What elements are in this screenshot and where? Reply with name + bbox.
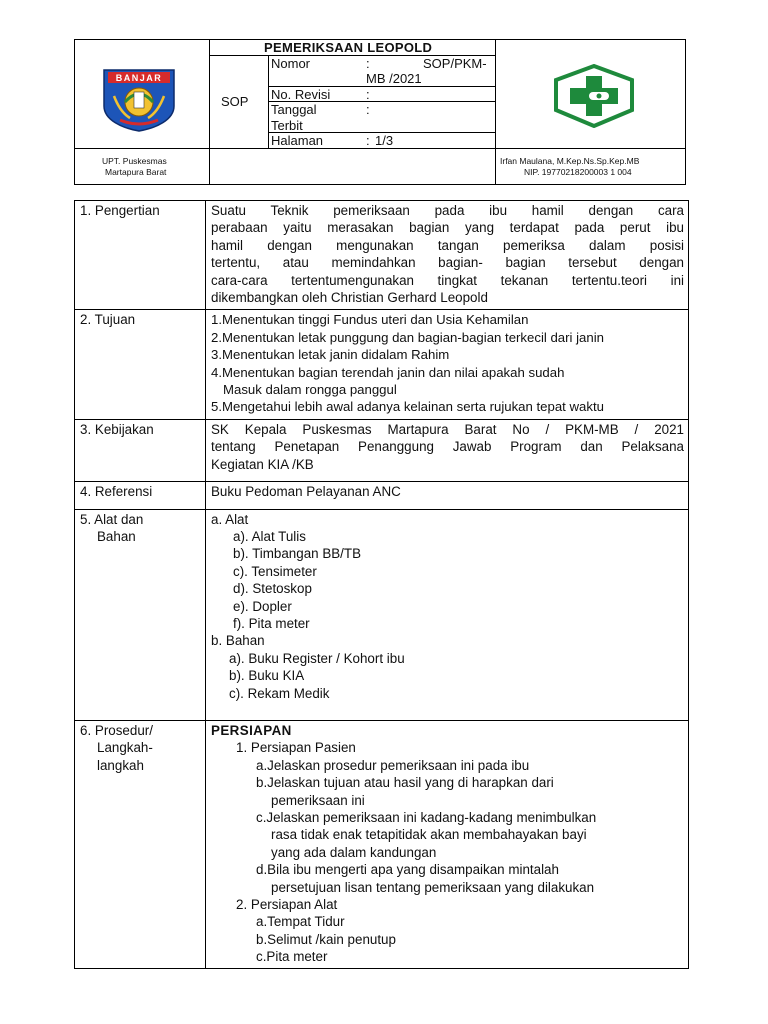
field-revisi-label: No. Revisi	[271, 87, 331, 102]
content-tujuan	[206, 310, 689, 419]
pengertian-line: cara-cara tertentumengunakan tingkat tekanan tertentu.teori ini	[211, 272, 684, 288]
row-kebijakan	[75, 419, 689, 481]
kebijakan-line: tentang Penetapan Penanggung Jawab Program dan Pelaksana	[211, 439, 684, 455]
label-alat-bahan-line-2: Bahan	[97, 528, 136, 544]
alat-item: b). Timbangan BB/TB	[233, 546, 362, 562]
prosedur-substep-continuation: persetujuan lisan tentang pemeriksaan yang dilakukan	[271, 879, 595, 895]
field-halaman-label: Halaman	[271, 133, 324, 148]
prosedur-substep-continuation: rasa tidak enak tetapitidak akan membahayakan bayi	[271, 827, 587, 843]
alat-item: f). Pita meter	[233, 615, 310, 631]
alat-item: d). Stetoskop	[233, 581, 312, 597]
tujuan-item: 1.Menentukan tinggi Fundus uteri dan Usia Kehamilan	[211, 312, 529, 328]
label-alat-bahan	[75, 509, 206, 720]
alat-item: e). Dopler	[233, 598, 292, 614]
alat-heading: a. Alat	[211, 511, 249, 527]
prosedur-substep-continuation: pemeriksaan ini	[271, 792, 365, 808]
puskesmas-logo	[553, 64, 635, 128]
label-referensi: 4. Referensi	[75, 482, 206, 509]
label-alat-bahan-line-1: 5. Alat dan	[80, 511, 144, 527]
field-halaman-value: 1/3	[375, 133, 394, 148]
referensi-text: Buku Pedoman Pelayanan ANC	[211, 484, 401, 500]
row-alat-bahan	[75, 509, 689, 720]
alat-item: a). Alat Tulis	[233, 528, 306, 544]
banjar-logo	[100, 62, 178, 132]
document-title: PEMERIKSAAN LEOPOLD	[264, 40, 433, 55]
tujuan-item: 5.Mengetahui lebih awal adanya kelainan serta rujukan tepat waktu	[211, 399, 604, 415]
bahan-item: c). Rekam Medik	[229, 685, 330, 701]
sop-label: SOP	[221, 94, 249, 109]
signer-nip: NIP. 19770218200003 1 004	[524, 167, 632, 177]
org-name-line-1: UPT. Puskesmas	[102, 156, 167, 166]
content-alat-bahan	[206, 509, 689, 720]
prosedur-heading: PERSIAPAN	[211, 722, 292, 738]
content-kebijakan	[206, 419, 689, 481]
bahan-heading: b. Bahan	[211, 633, 265, 649]
pengertian-line: tertentu, atau memindahkan bagian- bagian tersebut dengan	[211, 255, 684, 271]
field-nomor-value: SOP/PKM-	[423, 56, 487, 71]
alat-item: c). Tensimeter	[233, 563, 317, 579]
field-halaman-sep: :	[366, 133, 370, 148]
prosedur-substep: a.Tempat Tidur	[256, 914, 345, 930]
field-revisi-sep: :	[366, 87, 370, 102]
tujuan-item: 4.Menentukan bagian terendah janin dan nilai apakah sudah	[211, 364, 565, 380]
tujuan-item: 2.Menentukan letak punggung dan bagian-bagian terkecil dari janin	[211, 329, 604, 345]
tujuan-item-continuation: Masuk dalam rongga panggul	[223, 382, 397, 398]
field-nomor-sep: :	[366, 56, 370, 71]
content-referensi	[206, 482, 689, 509]
org-name-line-2: Martapura Barat	[105, 167, 167, 177]
kebijakan-line: SK Kepala Puskesmas Martapura Barat No / PKM-MB / 2021	[211, 421, 684, 437]
prosedur-step: 2. Persiapan Alat	[236, 897, 338, 913]
label-tujuan: 2. Tujuan	[75, 310, 206, 419]
sop-content-table	[74, 200, 689, 969]
prosedur-substep: b.Selimut /kain penutup	[256, 931, 396, 947]
prosedur-step: 1. Persiapan Pasien	[236, 740, 356, 756]
field-nomor-value-2: MB /2021	[366, 71, 422, 86]
label-prosedur-line-1: 6. Prosedur/	[80, 722, 153, 738]
pengertian-line: hamil dengan mengunakan tangan pemeriksa dalam posisi	[211, 237, 684, 253]
content-pengertian	[206, 201, 689, 310]
row-tujuan	[75, 310, 689, 419]
row-prosedur	[75, 720, 689, 968]
prosedur-substep: c.Pita meter	[256, 949, 328, 965]
bahan-item: a). Buku Register / Kohort ibu	[229, 650, 405, 666]
prosedur-substep: c.Jelaskan pemeriksaan ini kadang-kadang menimbulkan	[256, 810, 597, 825]
prosedur-substep: b.Jelaskan tujuan atau hasil yang di harapkan dari	[256, 775, 554, 791]
label-prosedur	[75, 720, 206, 968]
row-referensi	[75, 482, 689, 509]
field-tanggal-label: Tanggal	[271, 102, 317, 117]
field-tanggal-sep: :	[366, 102, 370, 117]
signer-name: Irfan Maulana, M.Kep.Ns.Sp.Kep.MB	[500, 156, 640, 166]
pengertian-line: perabaan yaitu merasakan bagian yang terdapat pada perut ibu	[211, 220, 684, 236]
label-prosedur-line-2: Langkah-	[97, 740, 153, 756]
prosedur-substep: a.Jelaskan prosedur pemeriksaan ini pada ibu	[256, 757, 530, 773]
logo-banner-text: BANJAR	[115, 73, 163, 83]
prosedur-substep-continuation: yang ada dalam kandungan	[271, 844, 437, 860]
label-pengertian: 1. Pengertian	[75, 201, 206, 310]
kebijakan-line: Kegiatan KIA /KB	[211, 456, 314, 472]
row-pengertian	[75, 201, 689, 310]
field-nomor-label: Nomor	[271, 56, 311, 71]
bahan-item: b). Buku KIA	[229, 668, 305, 684]
pengertian-line: Suatu Teknik pemeriksaan pada ibu hamil dengan cara	[211, 203, 684, 218]
label-kebijakan: 3. Kebijakan	[75, 419, 206, 481]
pengertian-line: dikembangkan oleh Christian Gerhard Leopold	[211, 290, 488, 306]
label-prosedur-line-3: langkah	[97, 757, 144, 773]
tujuan-item: 3.Menentukan letak janin didalam Rahim	[211, 347, 450, 363]
field-tanggal-label-2: Terbit	[271, 118, 303, 133]
prosedur-substep: d.Bila ibu mengerti apa yang disampaikan mintalah	[256, 862, 559, 878]
content-prosedur	[206, 720, 689, 968]
